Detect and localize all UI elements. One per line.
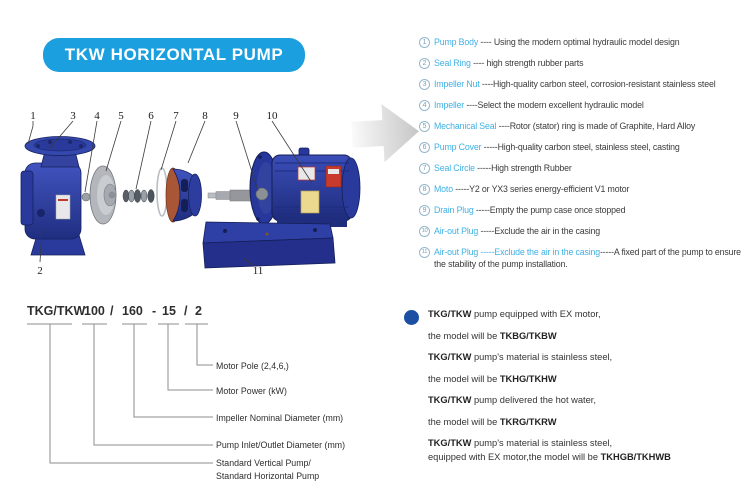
part-item	[419, 36, 751, 48]
part-name: Impeller	[434, 100, 465, 110]
variant-text: equipped with EX motor,the model will be	[428, 452, 601, 462]
impeller-graphic	[90, 166, 116, 224]
part-item	[419, 225, 751, 237]
variant-line	[428, 437, 750, 449]
variant-model-code: TKHG/TKHW	[499, 373, 557, 384]
part-description: -----High strength Rubber	[474, 163, 572, 173]
base-plate-graphic	[203, 222, 335, 268]
part-description: -----A fixed part of the pump to ensure the stability of the pump installation.	[434, 247, 744, 269]
variant-line	[428, 351, 750, 363]
part-item	[419, 120, 751, 132]
part-description: -----Y2 or YX3 series energy-efficient V1 motor	[452, 184, 630, 194]
variant-line	[428, 308, 750, 320]
variant-text: pump equipped with EX motor,	[471, 309, 601, 319]
label-motor-pole: Motor Pole (2,4,6,)	[216, 361, 289, 371]
part-item	[419, 57, 751, 69]
model-slash: /	[184, 304, 188, 318]
variant-model-code: TKRG/TKRW	[499, 416, 557, 427]
variant-text: pump's material is stainless steel,	[471, 438, 613, 448]
model-dash: -	[152, 304, 157, 318]
impeller-nut-graphic	[82, 193, 90, 201]
part-item	[419, 204, 751, 216]
callout-number: 5	[118, 110, 124, 122]
part-item	[419, 99, 751, 111]
part-description: ----Rotor (stator) ring is made of Graphite, Hard Alloy	[496, 121, 696, 131]
callout-number: 11	[252, 265, 264, 277]
variant-series: TKG/TKW	[428, 309, 472, 319]
part-description: ----High-quality carbon steel, corrosion-resistant stainless steel	[479, 79, 716, 89]
callout-number: 8	[202, 110, 208, 122]
variant-series: TKG/TKW	[428, 395, 472, 405]
model-code-diagram	[20, 298, 365, 496]
variant-text: the model will be	[428, 416, 500, 427]
label-motor-power: Motor Power (kW)	[216, 386, 287, 396]
label-inlet-outlet-diameter: Pump Inlet/Outlet Diameter (mm)	[216, 440, 346, 450]
part-item	[419, 183, 751, 195]
part-item	[419, 78, 751, 90]
variant-text: pump delivered the hot water,	[471, 395, 596, 405]
part-description: -----Exclude the air in the casing	[478, 226, 601, 236]
model-power: 15	[162, 304, 176, 318]
part-number-badge: 7	[419, 163, 430, 174]
model-slash: /	[110, 304, 114, 318]
arrow-right-icon	[351, 102, 421, 163]
part-number-badge: 9	[419, 205, 430, 216]
callout-number: 6	[148, 110, 154, 122]
part-name: Mechanical Seal	[434, 121, 497, 131]
parts-list	[419, 36, 751, 279]
label-impeller-diameter: Impeller Nominal Diameter (mm)	[216, 413, 344, 423]
part-name: Drain Plug	[434, 205, 474, 215]
variant-line	[428, 394, 750, 406]
part-name: Seal Ring	[434, 58, 471, 68]
motor-graphic	[208, 148, 360, 227]
part-number-badge: 3	[419, 79, 430, 90]
part-description: ---- high strength rubber parts	[470, 58, 584, 68]
part-name: Seal Circle	[434, 163, 475, 173]
motor-label-yellow	[301, 191, 319, 213]
part-description: -----High-quality carbon steel, stainless steel, casting	[481, 142, 680, 152]
part-number-badge: 1	[419, 37, 430, 48]
page-title: TKW HORIZONTAL PUMP	[64, 45, 284, 64]
callout-number: 1	[30, 110, 36, 122]
label-standard-pump-1: Standard Vertical Pump/	[216, 458, 311, 468]
callout-number: 3	[70, 110, 76, 122]
seal-circle-graphic	[157, 168, 167, 216]
part-item	[419, 162, 751, 174]
part-number-badge: 5	[419, 121, 430, 132]
variant-series: TKG/TKW	[428, 352, 472, 362]
callout-number: 9	[233, 110, 239, 122]
part-number-badge: 11	[419, 247, 430, 258]
variant-line	[428, 330, 750, 342]
part-number-badge: 10	[419, 226, 430, 237]
part-number-badge: 2	[419, 58, 430, 69]
motor-nameplate-white	[298, 167, 315, 180]
variant-line	[428, 416, 750, 428]
part-description: ---- Using the modern optimal hydraulic model design	[478, 37, 680, 47]
variant-model-code: TKHGB/TKHWB	[600, 452, 671, 462]
title-banner	[43, 38, 305, 72]
part-name: Pump Body	[434, 37, 479, 47]
variant-line	[428, 373, 750, 385]
model-inlet: 100	[84, 304, 105, 318]
variant-text: the model will be	[428, 330, 500, 341]
label-standard-pump-2: Standard Horizontal Pump	[216, 471, 320, 481]
bullet-icon	[404, 310, 419, 325]
variants-note	[428, 308, 750, 473]
part-name: Moto	[434, 184, 453, 194]
part-item	[419, 141, 751, 153]
callout-number: 10	[266, 110, 278, 122]
callout-number: 7	[173, 110, 179, 122]
part-name: Pump Cover	[434, 142, 482, 152]
model-pole: 2	[195, 304, 202, 318]
part-name: Impeller Nut	[434, 79, 480, 89]
model-impeller: 160	[122, 304, 143, 318]
mechanical-seal-graphic	[123, 190, 154, 203]
part-item	[419, 246, 751, 270]
part-name: Air-out Plug	[434, 226, 479, 236]
pump-cover-graphic	[166, 168, 202, 222]
variant-text: pump's material is stainless steel,	[471, 352, 613, 362]
part-number-badge: 4	[419, 100, 430, 111]
callout-number: 2	[37, 265, 43, 277]
part-number-badge: 8	[419, 184, 430, 195]
part-number-badge: 6	[419, 142, 430, 153]
model-connector-lines	[27, 324, 213, 463]
variant-text: the model will be	[428, 373, 500, 384]
variant-line	[428, 451, 750, 463]
exploded-pump-diagram	[15, 95, 425, 295]
model-series: TKG/TKW	[27, 304, 86, 318]
variant-model-code: TKBG/TKBW	[499, 330, 557, 341]
variant-series: TKG/TKW	[428, 438, 472, 448]
part-description: ----Select the modern excellent hydraulic model	[464, 100, 644, 110]
part-name: Air-out Plug -----Exclude the air in the casing	[434, 247, 601, 257]
part-description: -----Empty the pump case once stopped	[473, 205, 626, 215]
callout-number: 4	[94, 110, 100, 122]
